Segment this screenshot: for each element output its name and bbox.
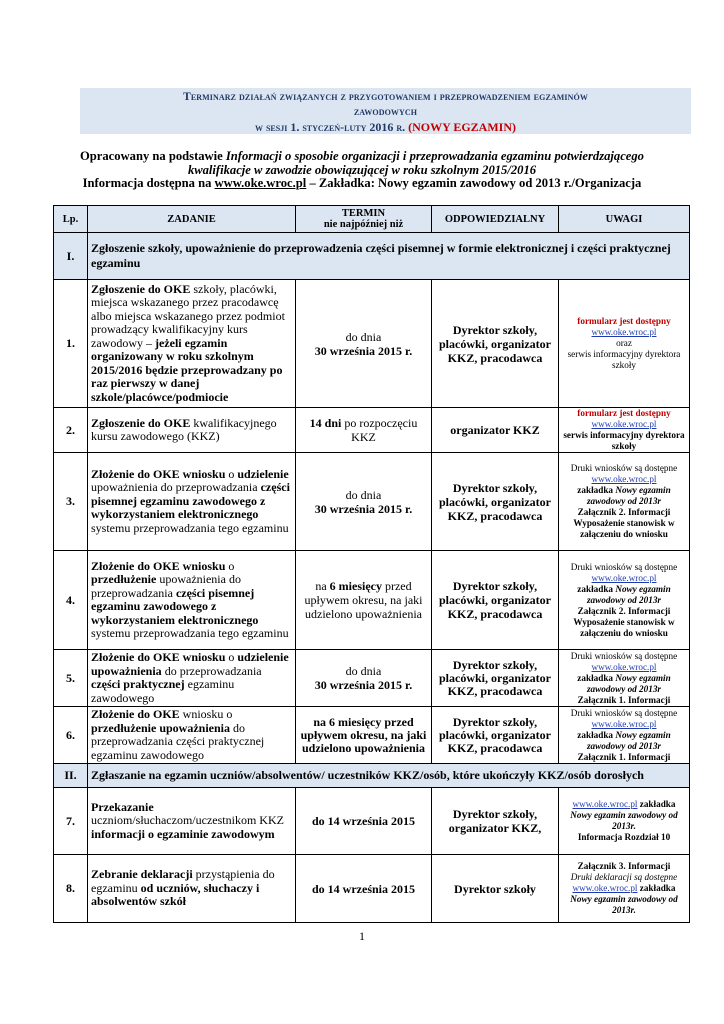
title-line-3: w sesji 1. styczeń-luty 2016 r. (NOWY EGZAMIN) [254, 120, 517, 134]
table-row: 3. Złożenie do OKE wniosku o udzielenie upoważnienia do przeprowadzania części pisemnej egzaminu zawodowego z wykorzystaniem elektronicznego systemu przeprowadzania tego egzaminu do dnia 30 września 2015 r. Dyrektor szkoły, placówki, organizator KKZ, pracodawca Druki wniosków są dostępne www.oke.wroc.pl zakładka Nowy egzamin zawodowy od 2013r Załącznik 2. Informacji Wyposażenie stanowisk w załączeniu do wniosku [54, 453, 690, 551]
new-exam-label: (NOWY EGZAMIN) [408, 120, 517, 134]
document-title-banner [80, 88, 691, 134]
section-row-1: I. Zgłoszenie szkoły, upoważnienie do przeprowadzenia części pisemnej w formie elektronicznej i części praktycznej egzaminu [54, 233, 690, 280]
oke-link[interactable]: www.oke.wroc.pl [591, 474, 657, 484]
oke-link[interactable]: www.oke.wroc.pl [591, 419, 657, 429]
table-row: 6. Złożenie do OKE wniosku o przedłużenie upoważnienia do przeprowadzania części praktycznej egzaminu zawodowego na 6 miesięcy przed upływem okresu, na jaki udzielono upoważnienia Dyrektor szkoły, placówki, organizator KKZ, pracodawca Druki wniosków są dostępne www.oke.wroc.pl zakładka Nowy egzamin zawodowy od 2013r Załącznik 1. Informacji [54, 707, 690, 764]
oke-link[interactable]: www.oke.wroc.pl [591, 327, 657, 337]
intro-text: Opracowany na podstawie Informacji o sposobie organizacji i przeprowadzania egzaminu potwierdzającego kwalifikacje w zawodzie obowiązującej w roku szkolnym 2015/2016 Informacja dostępna na www.oke.wroc.pl – Zakładka: Nowy egzamin zawodowy od 2013 r./Organizacja [80, 149, 644, 190]
table-row: 8. Zebranie deklaracji przystąpienia do egzaminu od uczniów, słuchaczy i absolwentów szkół do 14 września 2015 Dyrektor szkoły Załącznik 3. Informacji Druki deklaracji są dostępne www.oke.wroc.pl zakładka Nowy egzamin zawodowy od 2013r. [54, 855, 690, 923]
table-row: 4. Złożenie do OKE wniosku o przedłużenie upoważnienia do przeprowadzania części pisemnej egzaminu zawodowego z wykorzystaniem elektronicznego systemu przeprowadzania tego egzaminu na 6 miesięcy przed upływem okresu, na jaki udzielono upoważnienia Dyrektor szkoły, placówki, organizator KKZ, pracodawca Druki wniosków są dostępne www.oke.wroc.pl zakładka Nowy egzamin zawodowy od 2013r Załącznik 2. Informacji Wyposażenie stanowisk w załączeniu do wniosku [54, 551, 690, 650]
oke-link[interactable]: www.oke.wroc.pl [572, 799, 638, 809]
page-number: 1 [359, 929, 365, 943]
table-row: 7. Przekazanie uczniom/słuchaczom/uczestnikom KKZ informacji o egzaminie zawodowym do 14 września 2015 Dyrektor szkoły, organizator KKZ, www.oke.wroc.pl zakładka Nowy egzamin zawodowy od 2013r. Informacja Rozdział 10 [54, 788, 690, 855]
oke-link[interactable]: www.oke.wroc.pl [591, 718, 657, 729]
table-header-row [54, 206, 690, 233]
oke-link[interactable]: www.oke.wroc.pl [591, 661, 657, 672]
header-notes: UWAGI [559, 206, 690, 233]
table-row: 5. Złożenie do OKE wniosku o udzielenie upoważnienia do przeprowadzania części praktycznej egzaminu zawodowego do dnia 30 września 2015 r. Dyrektor szkoły, placówki, organizator KKZ, pracodawca Druki wniosków są dostępne www.oke.wroc.pl zakładka Nowy egzamin zawodowy od 2013r Załącznik 1. Informacji [54, 650, 690, 707]
header-lp: Lp. [54, 206, 88, 233]
table-row: 1. Zgłoszenie do OKE szkoły, placówki, miejsca wskazanego przez pracodawcę albo miejsca wskazanego przez podmiot prowadzący kwalifikacyjny kurs zawodowy – jeżeli egzamin organizowany w roku szkolnym 2015/2016 będzie przeprowadzany po raz pierwszy w danej szkole/placówce/podmiocie do dnia 30 września 2015 r. Dyrektor szkoły, placówki, organizator KKZ, pracodawca formularz jest dostępny www.oke.wroc.pl oraz serwis informacyjny dyrektora szkoły [54, 280, 690, 408]
oke-link[interactable]: www.oke.wroc.pl [214, 176, 307, 190]
header-task: ZADANIE [88, 206, 296, 233]
oke-link[interactable]: www.oke.wroc.pl [591, 572, 657, 583]
title-line-1: Terminarz działań związanych z przygotowaniem i przeprowadzeniem egzaminów [183, 91, 588, 103]
schedule-table [53, 205, 690, 923]
title-line-2: zawodowych [353, 106, 418, 118]
section-row-2: II. Zgłaszanie na egzamin uczniów/absolwentów/ uczestników KKZ/osób, które ukończyły KKZ/osób dorosłych [54, 764, 690, 788]
header-term: TERMIN nie najpóźniej niż [296, 206, 432, 233]
header-responsible: ODPOWIEDZIALNY [432, 206, 559, 233]
oke-link[interactable]: www.oke.wroc.pl [572, 883, 638, 893]
table-row: 2. Zgłoszenie do OKE kwalifikacyjnego kursu zawodowego (KKZ) 14 dni po rozpoczęciu KKZ organizator KKZ formularz jest dostępny www.oke.wroc.pl serwis informacyjny dyrektora szkoły [54, 408, 690, 453]
